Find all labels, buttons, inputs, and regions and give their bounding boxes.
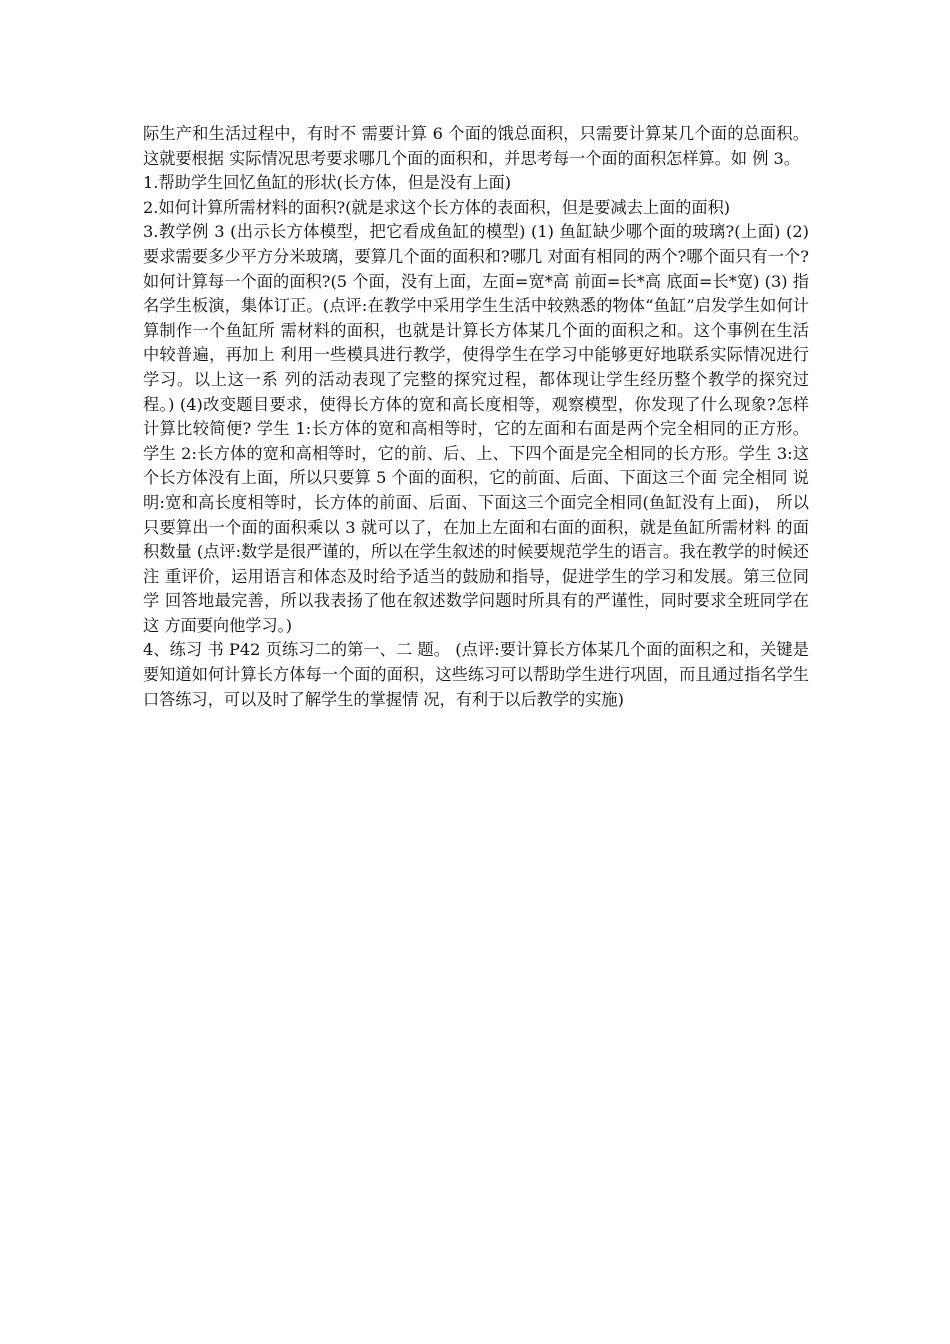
document-body bbox=[143, 122, 809, 712]
paragraph-step-4: 4、练习 书 P42 页练习二的第一、二 题。 (点评:要计算长方体某几个面的面积之和，关键是要知道如何计算长方体每一个面的面积，这些练习可以帮助学生进行巩固，而且通过指名学生口答练习，可以及时了解学生的掌握情 况，有利于以后教学的实施) bbox=[143, 640, 809, 709]
paragraph-step-1: 1.帮助学生回忆鱼缸的形状(长方体，但是没有上面) bbox=[143, 173, 512, 193]
paragraph-step-3: 3.教学例 3 (出示长方体模型，把它看成鱼缸的模型) (1) 鱼缸缺少哪个面的玻璃?(上面) (2) 要求需要多少平方分米玻璃，要算几个面的面积和?哪几 对面有相同的两个?哪个面只有一个?如何计算每一个面的面积?(5 个面，没有上面，左面=宽*高 前面=长*高 底面=长*宽) (3) 指名学生板演，集体订正。(点评:在教学中采用学生生活中较熟悉的物体“鱼缸”启发学生如何计算制作一个鱼缸所 需材料的面积，也就是计算长方体某几个面的面积之和。这个事例在生活中较普遍，再加上 利用一些模具进行教学，使得学生在学习中能够更好地联系实际情况进行学习。以上这一系 列的活动表现了完整的探究过程，都体现让学生经历整个教学的探究过程。) (4)改变题目要求，使得长方体的宽和高长度相等，观察模型，你发现了什么现象?怎样 计算比较简便? 学生 1:长方体的宽和高相等时，它的左面和右面是两个完全相同的正方形。学生 2:长方体的宽和高相等时，它的前、后、上、下四个面是完全相同的长方形。学生 3:这个长方体没有上面，所以只要算 5 个面的面积，它的前面、后面、下面这三个面 完全相同 说明:宽和高长度相等时，长方体的前面、后面、下面这三个面完全相同(鱼缸没有上面)， 所以只要算出一个面的面积乘以 3 就可以了，在加上左面和右面的面积，就是鱼缸所需材料 的面积数量 (点评:数学是很严谨的，所以在学生叙述的时候要规范学生的语言。我在教学的时候还注 重评价，运用语言和体态及时给予适当的鼓励和指导，促进学生的学习和发展。第三位同学 回答地最完善，所以我表扬了他在叙述数学问题时所具有的严谨性，同时要求全班同学在这 方面要向他学习。) bbox=[143, 222, 809, 635]
paragraph-intro: 际生产和生活过程中，有时不 需要计算 6 个面的饿总面积，只需要计算某几个面的总面积。这就要根据 实际情况思考要求哪几个面的面积和，并思考每一个面的面积怎样算。如 例 3。 bbox=[143, 124, 809, 168]
paragraph-step-2: 2.如何计算所需材料的面积?(就是求这个长方体的表面积，但是要减去上面的面积) bbox=[143, 197, 731, 217]
